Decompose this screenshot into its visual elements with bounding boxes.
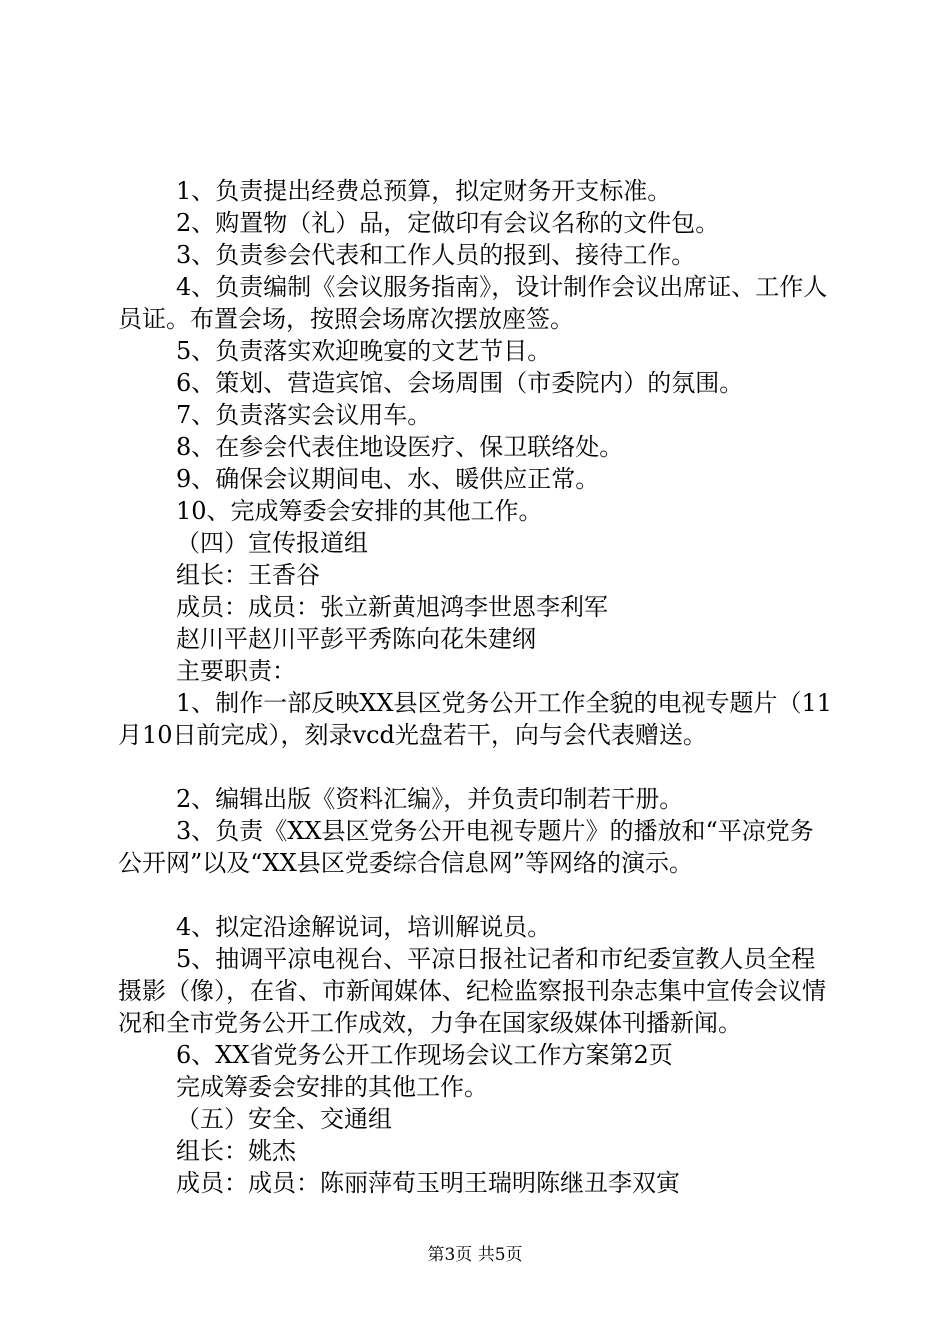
page-footer: 第3页 共5页: [427, 1245, 523, 1265]
paragraph: 8、在参会代表住地设医疗、保卫联络处。: [176, 433, 624, 461]
section-heading: （四）宣传报道组: [176, 529, 368, 557]
paragraph: 完成筹委会安排的其他工作。: [176, 1073, 488, 1101]
paragraph: 1、制作一部反映XX县区党务公开工作全貌的电视专题片（11月10日前完成），刻录vcd光盘若干，向与会代表赠送。: [118, 689, 832, 749]
document-body: [118, 175, 834, 1199]
paragraph: 5、抽调平凉电视台、平凉日报社记者和市纪委宣教人员全程摄影（像），在省、市新闻媒体、纪检监察报刊杂志集中宣传会议情况和全市党务公开工作成效，力争在国家级媒体刊播新闻。: [118, 945, 826, 1037]
paragraph: 4、负责编制《会议服务指南》，设计制作会议出席证、工作人员证。布置会场，按照会场席次摆放座签。: [118, 273, 828, 333]
group-leader: 组长：王香谷: [176, 561, 320, 589]
paragraph: 7、负责落实会议用车。: [176, 401, 432, 429]
group-members: 成员：成员：陈丽萍荀玉明王瑞明陈继丑李双寅: [176, 1169, 680, 1197]
paragraph: 4、拟定沿途解说词，培训解说员。: [176, 913, 552, 941]
paragraph: 3、负责参会代表和工作人员的报到、接待工作。: [176, 241, 696, 269]
paragraph: 5、负责落实欢迎晚宴的文艺节目。: [176, 337, 552, 365]
paragraph: 2、编辑出版《资料汇编》，并负责印制若干册。: [176, 785, 684, 813]
paragraph: 10、完成筹委会安排的其他工作。: [176, 497, 543, 525]
paragraph: 6、XX省党务公开工作现场会议工作方案第2页: [176, 1041, 673, 1069]
group-members: 赵川平赵川平彭平秀陈向花朱建纲: [176, 625, 536, 653]
paragraph: 6、策划、营造宾馆、会场周围（市委院内）的氛围。: [176, 369, 744, 397]
paragraph: 2、购置物（礼）品，定做印有会议名称的文件包。: [176, 209, 720, 237]
group-leader: 组长：姚杰: [176, 1137, 296, 1165]
paragraph: 9、确保会议期间电、水、暖供应正常。: [176, 465, 600, 493]
duties-heading: 主要职责：: [176, 657, 296, 685]
group-members: 成员：成员：张立新黄旭鸿李世恩李利军: [176, 593, 608, 621]
paragraph: 1、负责提出经费总预算，拟定财务开支标准。: [176, 177, 672, 205]
paragraph: 3、负责《XX县区党务公开电视专题片》的播放和“平凉党务公开网”以及“XX县区党委综合信息网”等网络的演示。: [118, 817, 814, 877]
section-heading: （五）安全、交通组: [176, 1105, 392, 1133]
